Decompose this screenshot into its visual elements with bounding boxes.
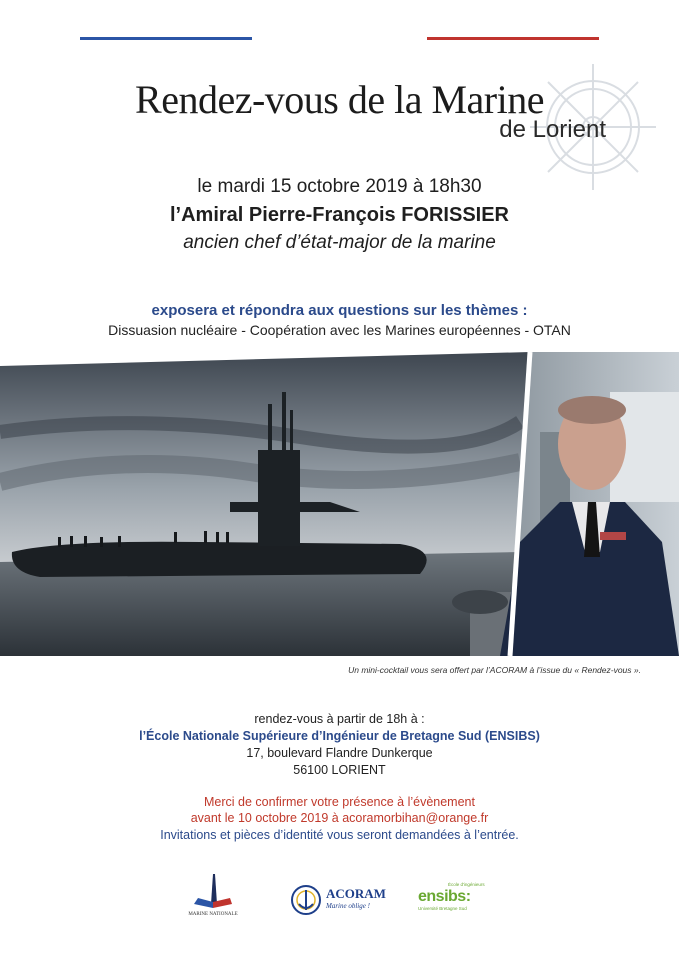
acoram-logo <box>290 882 390 918</box>
themes-list: Dissuasion nucléaire - Coopération avec les Marines européennes - OTAN <box>108 322 571 338</box>
rsvp-confirm: Merci de confirmer votre présence à l’évènement <box>204 795 475 809</box>
speaker-name: l’Amiral Pierre-François FORISSIER <box>170 204 509 226</box>
venue-school: l’École Nationale Supérieure d’Ingénieur de Bretagne Sud (ENSIBS) <box>139 729 540 743</box>
acoram-anchor-icon <box>290 884 322 916</box>
rsvp-id-notice: Invitations et pièces d’identité vous seront demandées à l’entrée. <box>160 828 519 842</box>
speaker-role: ancien chef d’état-major de la marine <box>183 232 496 253</box>
page-subtitle: de Lorient <box>499 116 606 143</box>
rsvp-deadline-email[interactable]: avant le 10 octobre 2019 à acoramorbihan@orange.fr <box>190 811 489 825</box>
ensibs-subtitle: Université Bretagne Sud <box>418 906 467 911</box>
acoram-name: ACORAM <box>326 886 386 901</box>
tricolor-rule-blue <box>80 37 252 40</box>
ensibs-logo <box>418 882 498 912</box>
themes-heading: exposera et répondra aux questions sur les thèmes : <box>151 302 528 319</box>
acoram-motto: Marine oblige ! <box>326 902 370 910</box>
photo-band <box>0 352 679 656</box>
venue-street: 17, boulevard Flandre Dunkerque <box>246 746 433 760</box>
venue-city: 56100 LORIENT <box>293 763 386 777</box>
cocktail-notice: Un mini-cocktail vous sera offert par l’ACORAM à l’issue du « Rendez-vous ». <box>348 665 641 675</box>
submarine-photo <box>0 352 530 656</box>
page-title: Rendez-vous de la Marine <box>135 77 544 122</box>
marine-nationale-logo <box>188 872 238 928</box>
marine-nationale-text: MARINE NATIONALE <box>188 912 238 917</box>
ensibs-tag: École d'ingénieurs <box>448 882 485 887</box>
venue-intro: rendez-vous à partir de 18h à : <box>254 712 425 726</box>
anchor-flag-icon <box>188 872 238 912</box>
event-date: le mardi 15 octobre 2019 à 18h30 <box>197 176 482 197</box>
ensibs-name: ensibs: <box>418 888 471 905</box>
tricolor-rule-red <box>427 37 599 40</box>
